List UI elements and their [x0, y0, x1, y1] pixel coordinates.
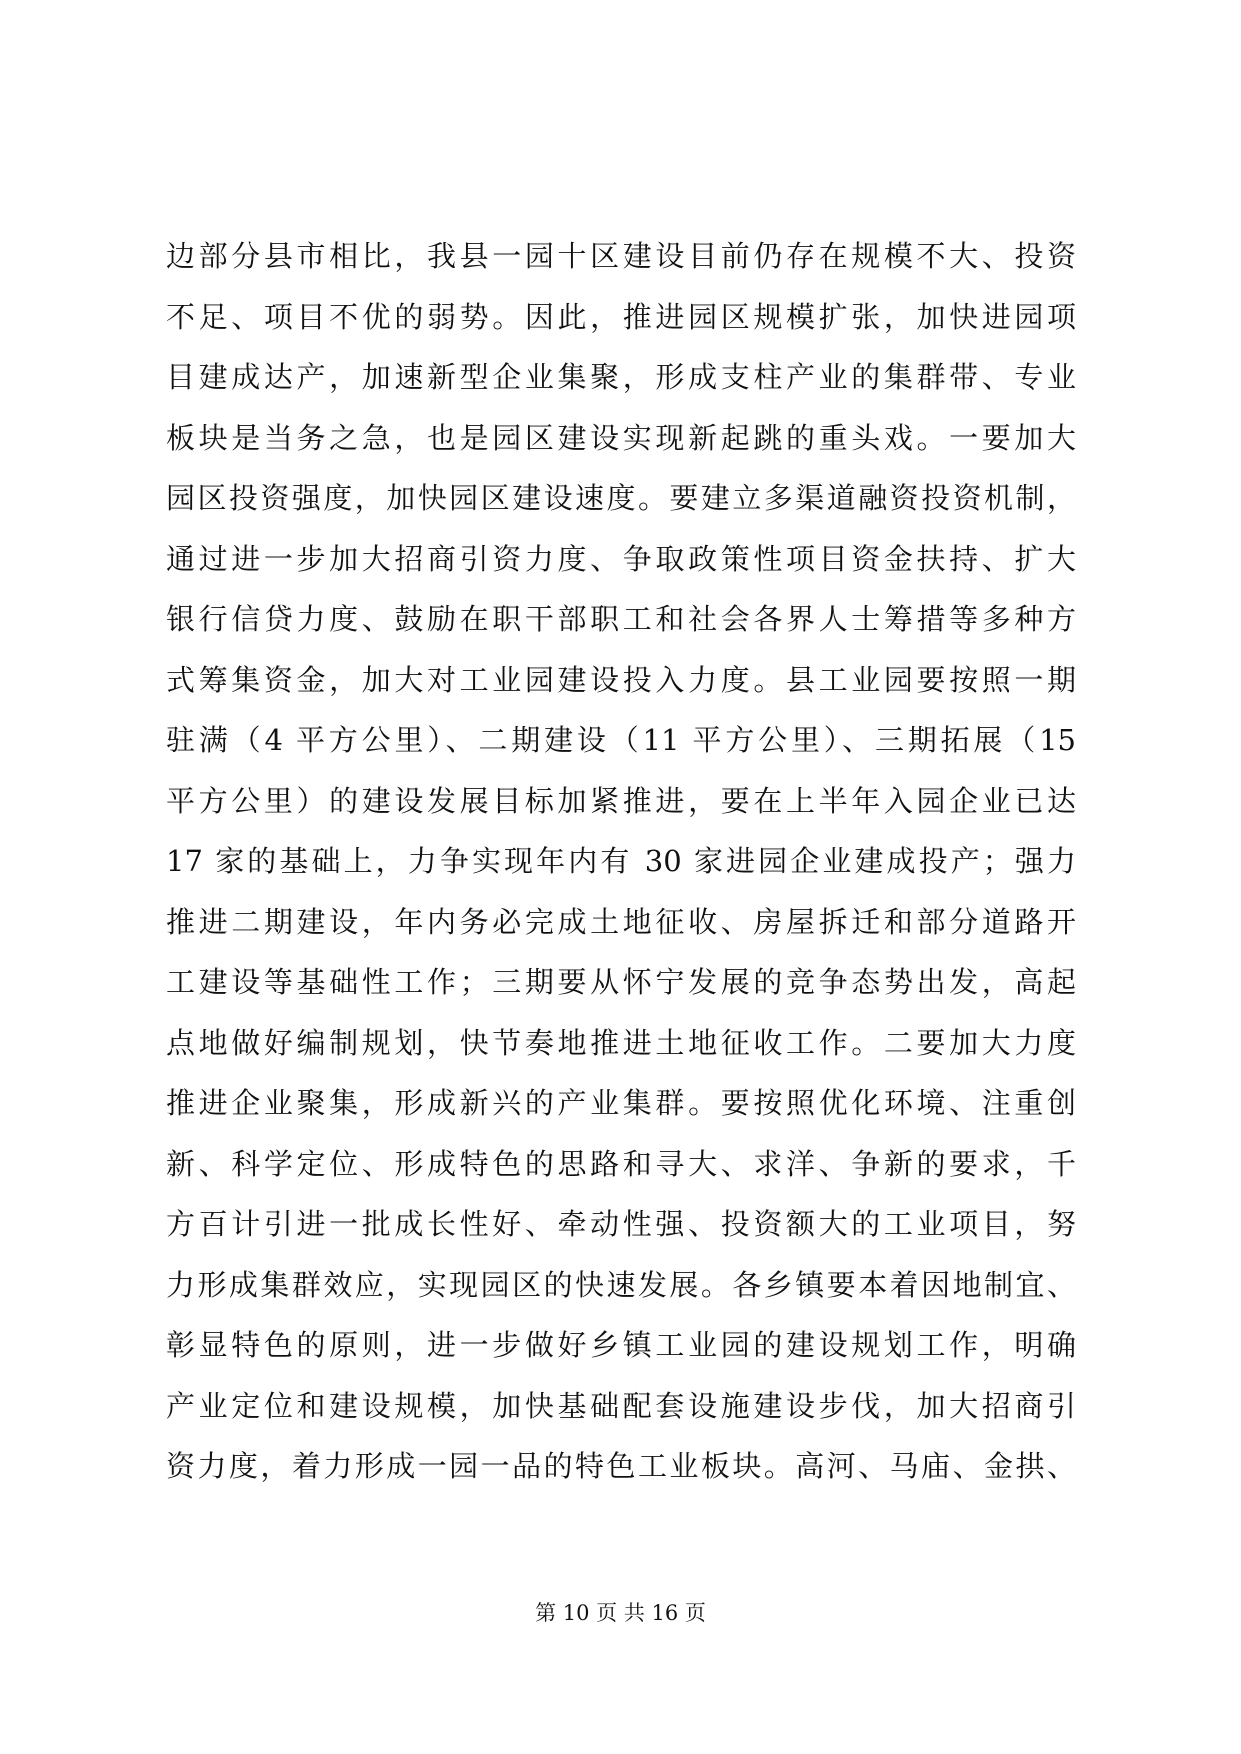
text-line: 式筹集资金，加大对工业园建设投入力度。县工业园要按照一期	[166, 662, 1076, 697]
text-line: 平方公里）的建设发展目标加紧推进，要在上半年入园企业已达	[166, 783, 1076, 818]
text-line: 板块是当务之急，也是园区建设实现新起跳的重头戏。一要加大	[166, 420, 1076, 455]
text-line: 点地做好编制规划，快节奏地推进土地征收工作。二要加大力度	[166, 1025, 1076, 1060]
text-line: 园区投资强度，加快园区建设速度。要建立多渠道融资投资机制，	[166, 481, 1076, 515]
text-line: 目建成达产，加速新型企业集聚，形成支柱产业的集群带、专业	[166, 360, 1076, 394]
text-line: 驻满（4 平方公里）、二期建设（11 平方公里）、三期拓展（15	[166, 723, 1076, 757]
text-line: 力形成集群效应，实现园区的快速发展。各乡镇要本着因地制宜、	[166, 1267, 1076, 1302]
text-line: 通过进一步加大招商引资力度、争取政策性项目资金扶持、扩大	[166, 541, 1076, 576]
text-line: 彰显特色的原则，进一步做好乡镇工业园的建设规划工作，明确	[166, 1328, 1076, 1362]
text-line: 推进企业聚集，形成新兴的产业集群。要按照优化环境、注重创	[166, 1086, 1076, 1120]
page-number: 第 10 页 共 16 页	[535, 1601, 706, 1625]
text-line: 新、科学定位、形成特色的思路和寻大、求洋、争新的要求，千	[166, 1146, 1076, 1181]
text-line: 银行信贷力度、鼓励在职干部职工和社会各界人士筹措等多种方	[166, 602, 1076, 636]
text-line: 不足、项目不优的弱势。因此，推进园区规模扩张，加快进园项	[166, 299, 1076, 334]
body-text	[166, 226, 1076, 1497]
text-line: 资力度，着力形成一园一品的特色工业板块。高河、马庙、金拱、	[166, 1449, 1076, 1483]
text-line: 产业定位和建设规模，加快基础配套设施建设步伐，加大招商引	[166, 1388, 1076, 1423]
text-line: 推进二期建设，年内务必完成土地征收、房屋拆迁和部分道路开	[166, 904, 1076, 939]
text-line: 17 家的基础上，力争实现年内有 30 家进园企业建成投产；强力	[166, 844, 1076, 878]
text-line: 方百计引进一批成长性好、牵动性强、投资额大的工业项目，努	[166, 1207, 1076, 1241]
text-line: 边部分县市相比，我县一园十区建设目前仍存在规模不大、投资	[166, 239, 1076, 273]
text-line: 工建设等基础性工作；三期要从怀宁发展的竞争态势出发，高起	[166, 965, 1076, 999]
